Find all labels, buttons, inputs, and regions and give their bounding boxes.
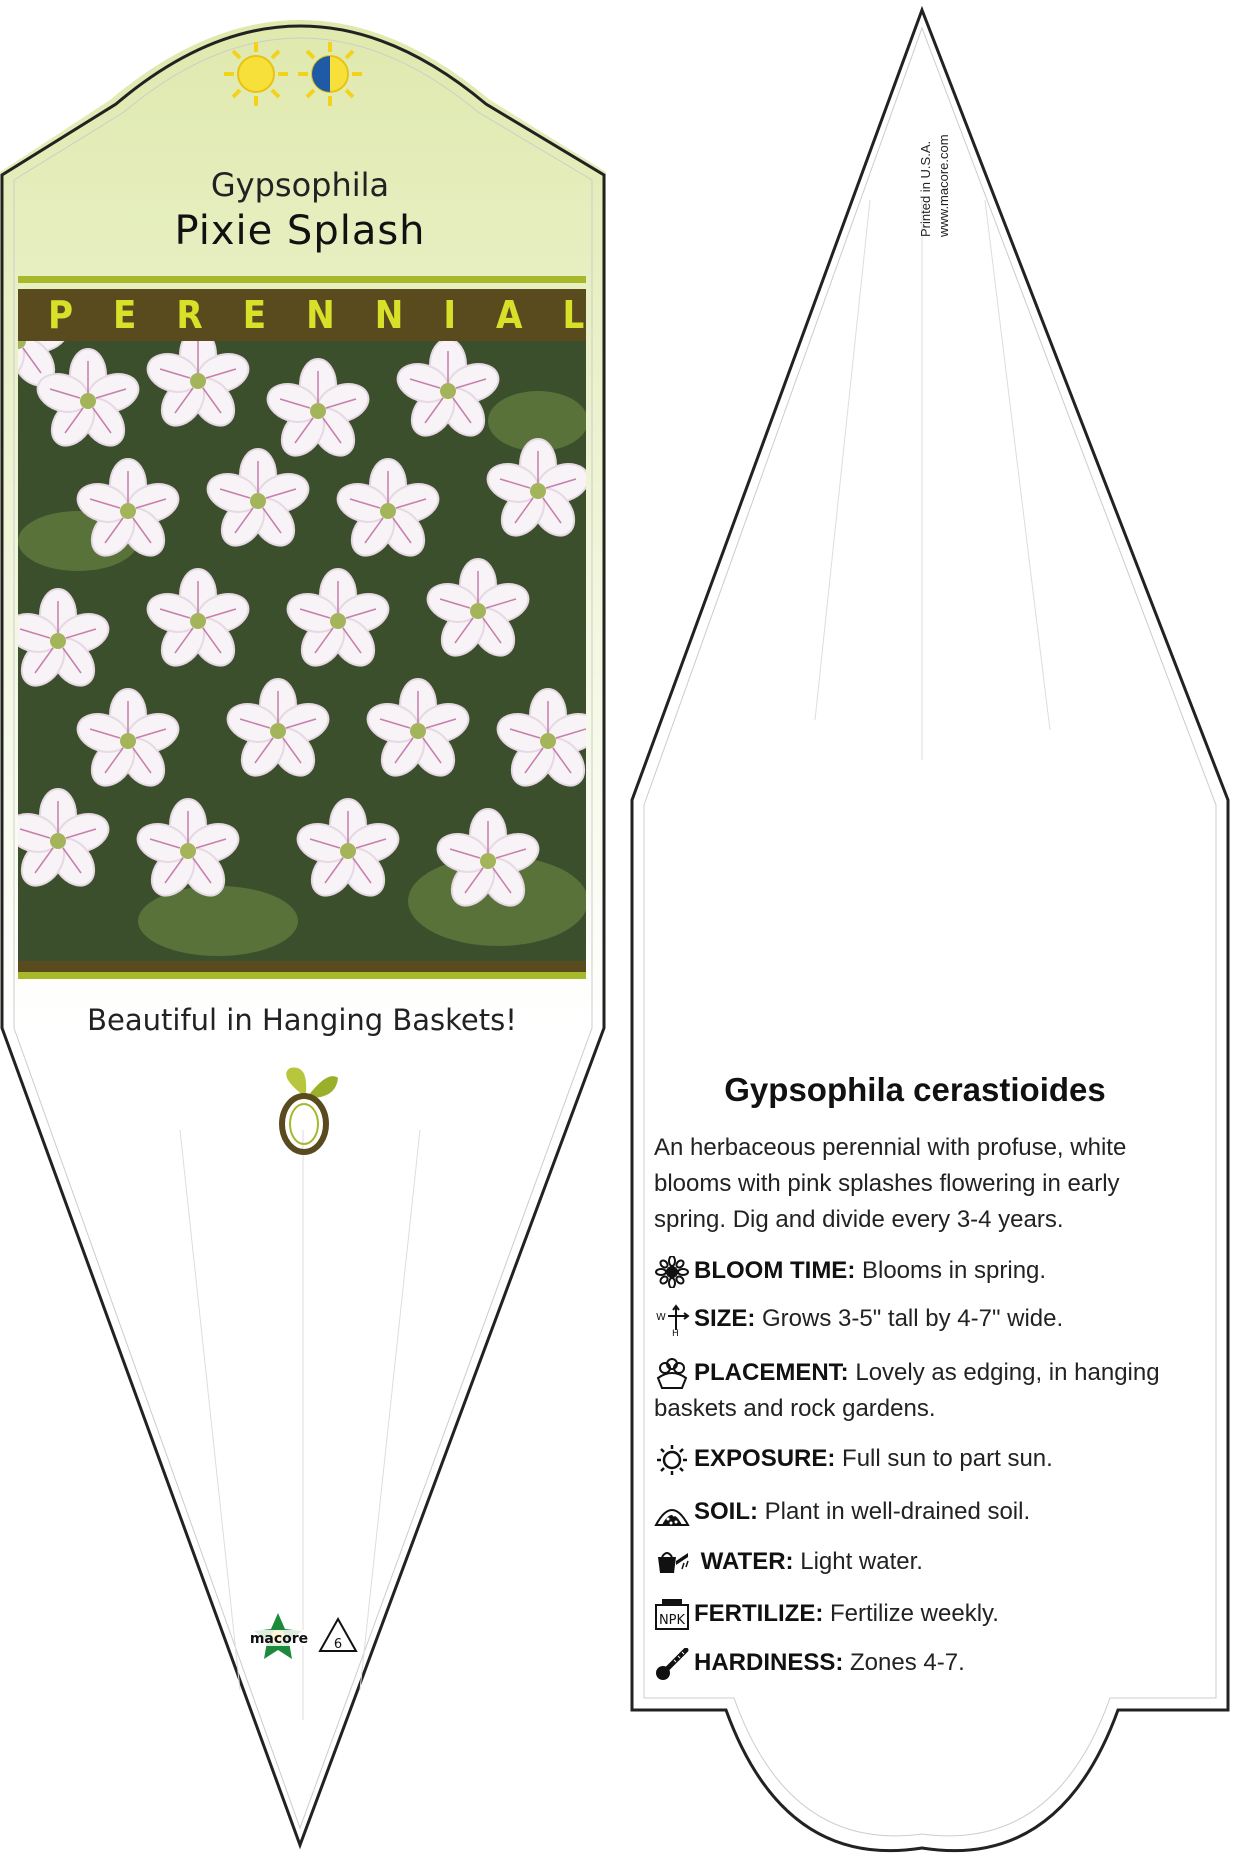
tagline: Beautiful in Hanging Baskets! <box>87 1003 517 1037</box>
brand-mark <box>246 1609 366 1670</box>
leaf-logo-icon <box>268 1066 340 1156</box>
care-label: WATER: <box>700 1548 794 1575</box>
brand-name: macore <box>249 1631 309 1647</box>
species-name: Gypsophila cerastioides <box>724 1071 1106 1108</box>
svg-text:NPK: NPK <box>658 1612 686 1628</box>
care-label: EXPOSURE: <box>694 1445 836 1472</box>
care-label: FERTILIZE: <box>694 1600 824 1627</box>
care-exposure <box>654 1441 1204 1477</box>
care-text: Blooms in spring. <box>861 1257 1047 1284</box>
care-hardiness <box>654 1645 1204 1681</box>
full-sun-icon <box>224 42 288 106</box>
thermometer-icon <box>654 1648 690 1680</box>
category-label: PERENNIAL <box>48 293 625 337</box>
recycle-icon <box>320 1619 356 1652</box>
recycle-number: 6 <box>333 1637 343 1652</box>
svg-text:H: H <box>672 1328 679 1336</box>
care-text: Fertilize weekly. <box>830 1600 999 1627</box>
part-sun-icon <box>298 42 362 106</box>
care-label: SIZE: <box>694 1305 756 1332</box>
care-label: BLOOM TIME: <box>694 1257 856 1284</box>
care-label: SOIL: <box>694 1498 758 1525</box>
website: www.macore.com <box>936 134 951 237</box>
care-water <box>654 1544 1204 1580</box>
care-size <box>654 1301 1204 1337</box>
care-text: Full sun to part sun. <box>842 1445 1053 1472</box>
care-bloom-time <box>654 1253 1204 1289</box>
sun-icon <box>654 1444 690 1476</box>
care-soil <box>654 1494 1204 1530</box>
exposure-icons <box>222 40 364 112</box>
soil-icon <box>654 1497 690 1529</box>
npk-icon <box>654 1599 690 1631</box>
care-text: Grows 3-5" tall by 4-7" wide. <box>762 1305 1064 1332</box>
accent-line-bottom <box>18 972 586 979</box>
printed-in: Printed in U.S.A. <box>918 140 933 237</box>
care-label: HARDINESS: <box>694 1649 844 1676</box>
size-icon <box>654 1304 690 1336</box>
care-text: Light water. <box>800 1548 923 1575</box>
care-label: PLACEMENT: <box>694 1359 849 1386</box>
description: An herbaceous perennial with profuse, white blooms with pink splashes flowering in early spring. Dig and divide every 3-4 years. <box>654 1134 1127 1233</box>
placement-icon <box>654 1358 690 1390</box>
care-text: Plant in well-drained soil. <box>764 1498 1031 1525</box>
care-placement <box>654 1355 1204 1427</box>
svg-text:W: W <box>656 1311 666 1323</box>
care-fertilize <box>654 1596 1204 1632</box>
flower-icon <box>654 1256 690 1288</box>
care-text: Zones 4-7. <box>850 1649 965 1676</box>
plant-photo <box>18 341 586 961</box>
accent-line <box>18 276 586 283</box>
variety-name: Pixie Splash <box>174 208 426 254</box>
care-text: Lovely as edging, in hanging baskets and rock gardens. <box>654 1359 1160 1422</box>
genus-name: Gypsophila <box>210 166 390 204</box>
printer-info <box>916 95 956 245</box>
watering-can-icon <box>654 1547 690 1579</box>
